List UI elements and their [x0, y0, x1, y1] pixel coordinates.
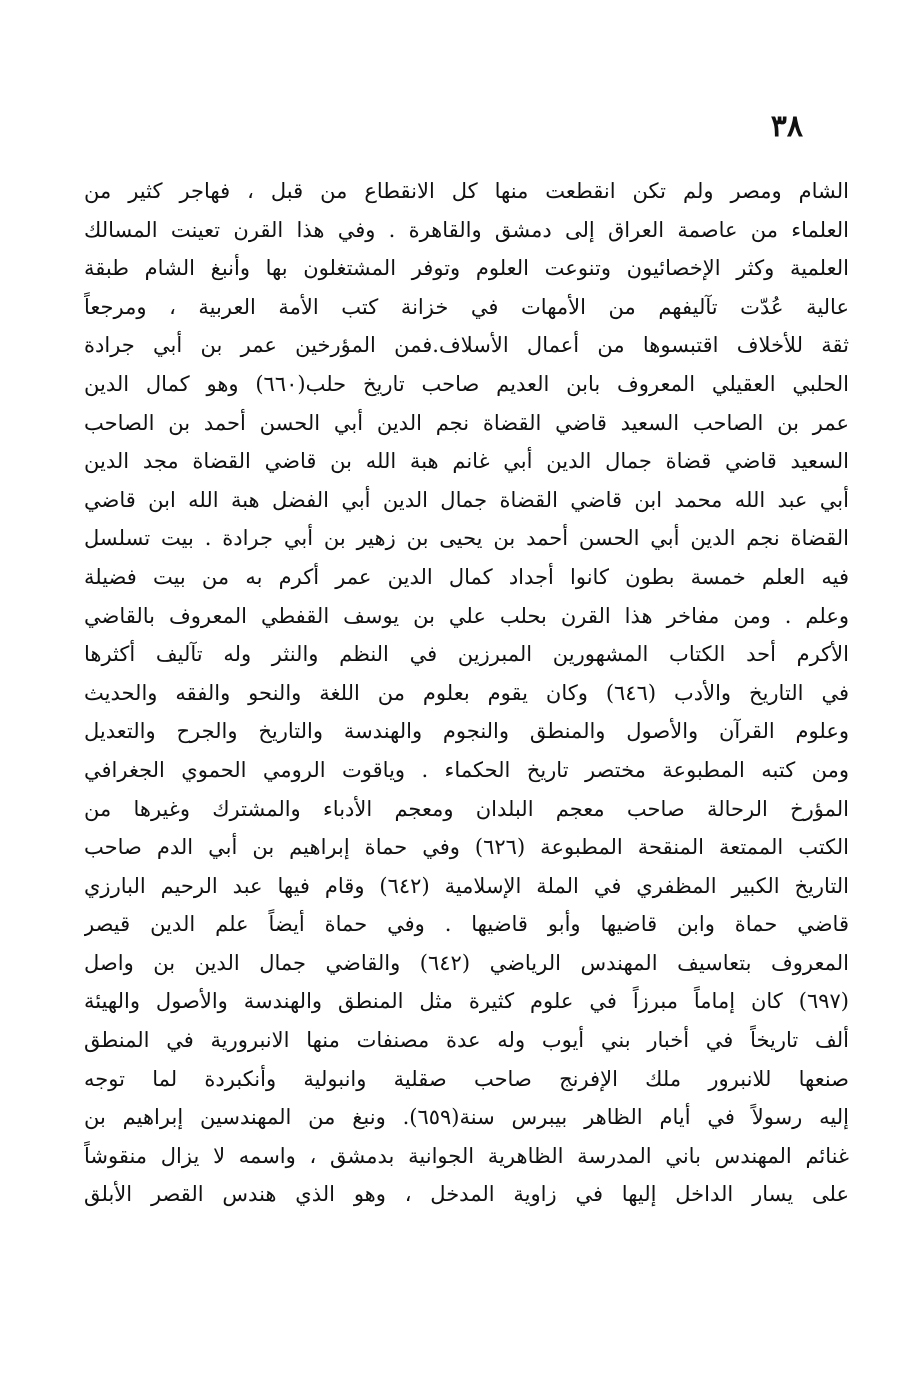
text-line: فيه العلم خمسة بطون كانوا أجداد كمال الدين عمر أكرم به من بيت فضيلة — [84, 564, 849, 589]
text-line: السعيد قاضي قضاة جمال الدين أبي غانم هبة الله بن قاضي القضاة مجد الدين — [84, 449, 849, 474]
text-line: ومن كتبه المطبوعة مختصر تاريخ الحكماء . وياقوت الرومي الحموي الجغرافي — [84, 757, 849, 782]
text-line: عمر بن الصاحب السعيد قاضي القضاة نجم الدين أبي الحسن أحمد بن الصاحب — [84, 410, 849, 435]
text-line: قاضي حماة وابن قاضيها وأبو قاضيها . وفي حماة أيضاً علم الدين قيصر — [84, 912, 849, 937]
text-line: في التاريخ والأدب (٦٤٦) وكان يقوم بعلوم من اللغة والنحو والفقه والحديث — [84, 680, 849, 705]
text-line: إليه رسولاً في أيام الظاهر بيبرس سنة(٦٥٩). ونبغ من المهندسين إبراهيم بن — [84, 1105, 849, 1130]
text-line: العلماء من عاصمة العراق إلى دمشق والقاهرة . وفي هذا القرن تعينت المسالك — [84, 217, 849, 242]
text-line: وعلم . ومن مفاخر هذا القرن بحلب علي بن يوسف القفطي المعروف بالقاضي — [84, 603, 849, 628]
text-line: (٦٩٧) كان إماماً مبرزاً في علوم كثيرة مثل المنطق والهندسة والأصول والهيئة — [84, 989, 849, 1014]
text-line: ثقة للأخلاف اقتبسوها من أعمال الأسلاف.فمن المؤرخين عمر بن أبي جرادة — [84, 333, 849, 358]
text-line: أبي عبد الله محمد ابن قاضي القضاة جمال الدين أبي الفضل هبة الله ابن قاضي — [84, 487, 849, 512]
text-line: وعلوم القرآن والأصول والمنطق والنجوم والهندسة والتاريخ والجرح والتعديل — [84, 719, 849, 744]
text-line: الكتب الممتعة المنقحة المطبوعة (٦٢٦) وفي حماة إبراهيم بن أبي الدم صاحب — [84, 835, 849, 860]
text-line: المؤرخ الرحالة صاحب معجم البلدان ومعجم الأدباء والمشترك وغيرها من — [84, 796, 849, 821]
text-line: غنائم المهندس باني المدرسة الظاهرية الجوانية بدمشق ، واسمه لا يزال منقوشاً — [84, 1143, 849, 1168]
text-line: الشام ومصر ولم تكن انقطعت منها كل الانقطاع من قبل ، فهاجر كثير من — [84, 179, 849, 203]
text-line: الحلبي العقيلي المعروف بابن العديم صاحب تاريخ حلب(٦٦٠) وهو كمال الدين — [84, 371, 849, 396]
text-line: التاريخ الكبير المظفري في الملة الإسلامية (٦٤٢) وقام فيها عبد الرحيم البارزي — [84, 873, 849, 898]
page-number: ٣٨ — [770, 109, 803, 144]
text-line: على يسار الداخل إليها في زاوية المدخل ، وهو الذي هندس القصر الأبلق — [84, 1182, 849, 1207]
text-line: صنعها للانبرور ملك الإفرنج صاحب صقلية وانبولية وأنكبردة لما توجه — [84, 1066, 849, 1091]
text-line: المعروف بتعاسيف المهندس الرياضي (٦٤٢) والقاضي جمال الدين بن واصل — [84, 950, 849, 975]
text-line: ألف تاريخاً في أخبار بني أيوب وله عدة مصنفات منها الانبرورية في المنطق — [84, 1028, 849, 1053]
text-line: عالية عُدّت تآليفهم من الأمهات في خزانة كتب الأمة العربية ، ومرجعاً — [84, 294, 849, 319]
body-text — [84, 172, 849, 1214]
text-line: الأكرم أحد الكتاب المشهورين المبرزين في النظم والنثر وله تآليف أكثرها — [84, 642, 849, 667]
text-line: القضاة نجم الدين أبي الحسن أحمد بن يحيى بن زهير بن أبي جرادة . بيت تسلسل — [84, 526, 849, 551]
text-line: العلمية وكثر الإخصائيون وتنوعت العلوم وتوفر المشتغلون بها وأنبغ الشام طبقة — [84, 256, 849, 281]
